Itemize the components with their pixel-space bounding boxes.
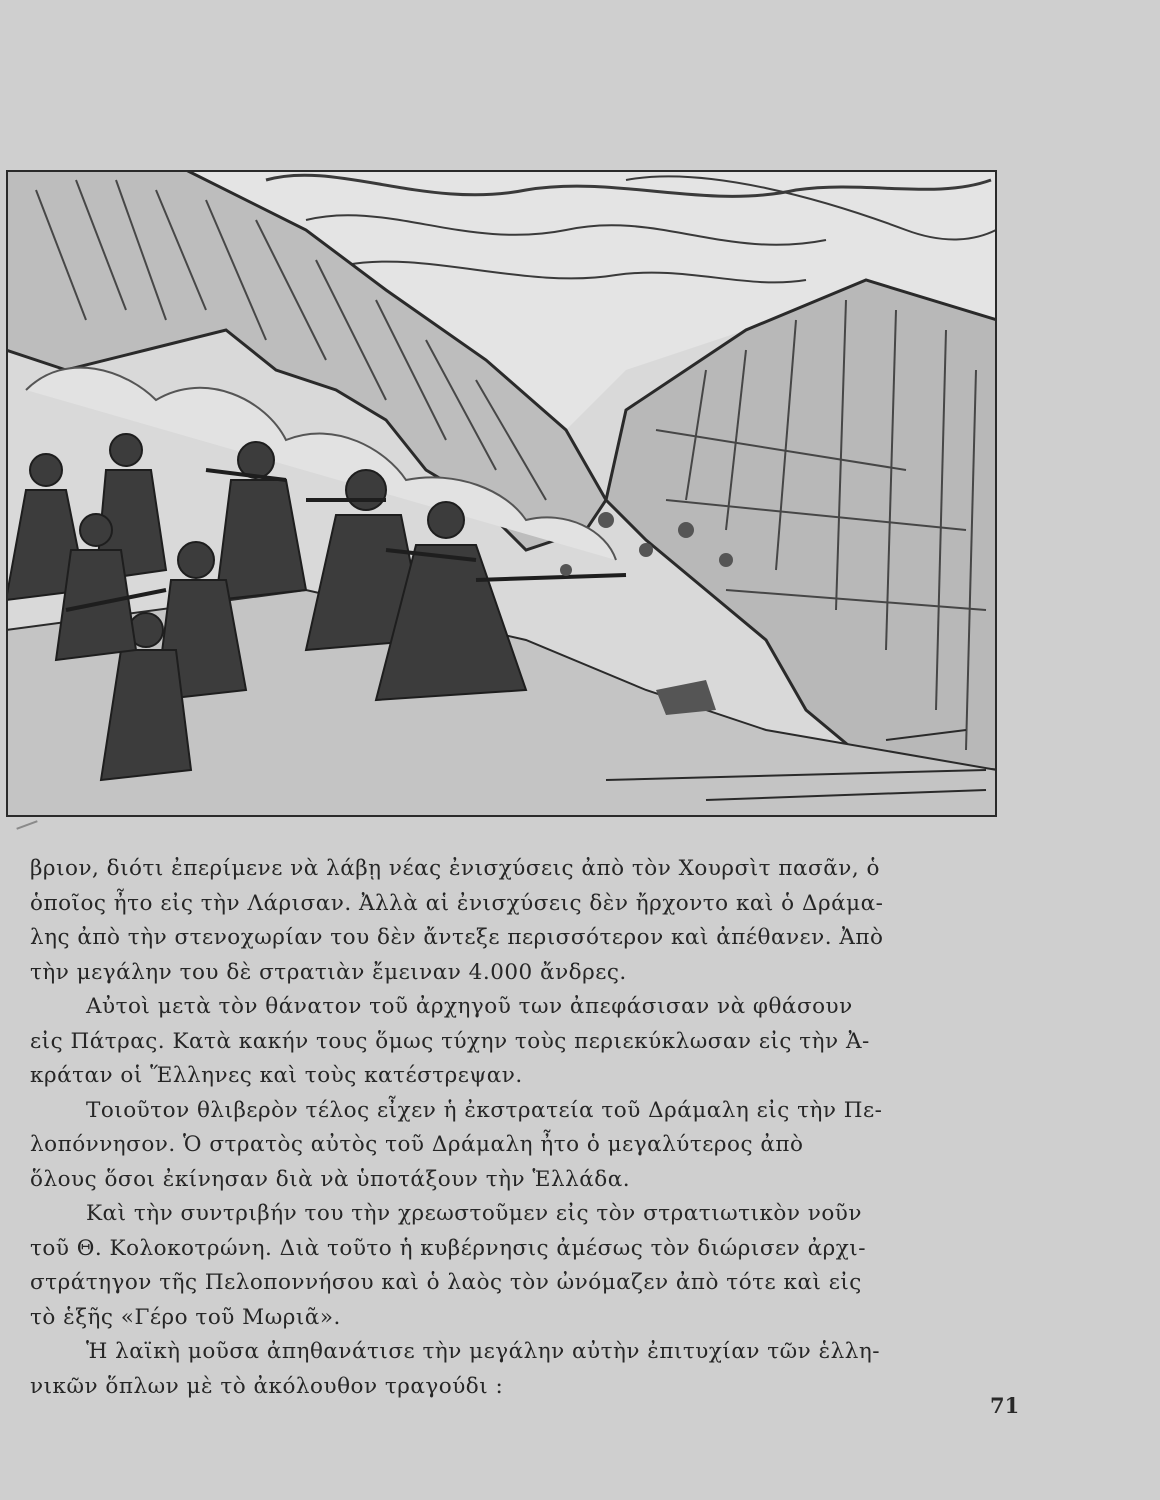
text-line: στράτηγον τῆς Πελοποννήσου καὶ ὁ λαὸς τὸν ὠνόμαζεν ἀπὸ τότε καὶ εἰς: [30, 1270, 862, 1295]
text-line: τὸ ἑξῆς «Γέρο τοῦ Μωριᾶ».: [30, 1304, 341, 1330]
battle-scene-illustration-icon: [6, 170, 997, 817]
paragraph-2: [30, 990, 1026, 1094]
paragraph-5: [30, 1335, 1026, 1404]
text-line: βριον, διότι ἐπερίμενε νὰ λάβῃ νέας ἐνισχύσεις ἀπὸ τὸν Χουρσὶτ πασᾶν, ὁ: [30, 856, 880, 881]
text-line: ὅλους ὅσοι ἐκίνησαν διὰ νὰ ὑποτάξουν τὴν Ἑλλάδα.: [30, 1166, 631, 1192]
paragraph-4: [30, 1197, 1026, 1335]
margin-mark: [16, 820, 37, 829]
text-line: Αὐτοὶ μετὰ τὸν θάνατον τοῦ ἀρχηγοῦ των ἀπεφάσισαν νὰ φθάσουν: [86, 994, 853, 1019]
text-line: νικῶν ὅπλων μὲ τὸ ἀκόλουθον τραγούδι :: [30, 1373, 504, 1399]
text-line: τὴν μεγάλην του δὲ στρατιὰν ἔμειναν 4.000 ἄνδρες.: [30, 959, 627, 985]
text-line: Καὶ τὴν συντριβήν του τὴν χρεωστοῦμεν εἰς τὸν στρατιωτικὸν νοῦν: [86, 1201, 862, 1226]
text-line: λοπόννησον. Ὁ στρατὸς αὐτὸς τοῦ Δράμαλη ἦτο ὁ μεγαλύτερος ἀπὸ: [30, 1132, 804, 1157]
battle-illustration: [6, 170, 997, 817]
paragraph-3: [30, 1094, 1026, 1198]
paragraph-1: [30, 852, 1026, 990]
text-line: Ἡ λαϊκὴ μοῦσα ἀπηθανάτισε τὴν μεγάλην αὐτὴν ἐπιτυχίαν τῶν ἑλλη-: [86, 1339, 881, 1364]
page-number: 71: [990, 1393, 1020, 1418]
text-line: λης ἀπὸ τὴν στενοχωρίαν του δὲν ἄντεξε περισσότερον καὶ ἀπέθανεν. Ἀπὸ: [30, 925, 884, 950]
text-line: Τοιοῦτον θλιβερὸν τέλος εἶχεν ἡ ἐκστρατεία τοῦ Δράμαλη εἰς τὴν Πε-: [86, 1097, 883, 1123]
text-line: κράταν οἱ Ἕλληνες καὶ τοὺς κατέστρεψαν.: [30, 1063, 523, 1088]
text-line: τοῦ Θ. Κολοκοτρώνη. Διὰ τοῦτο ἡ κυβέρνησις ἀμέσως τὸν διώρισεν ἀρχι-: [30, 1235, 866, 1261]
text-line: εἰς Πάτρας. Κατὰ κακήν τους ὅμως τύχην τοὺς περιεκύκλωσαν εἰς τὴν Ἀ-: [30, 1028, 870, 1054]
text-line: ὁποῖος ἦτο εἰς τὴν Λάρισαν. Ἀλλὰ αἱ ἐνισχύσεις δὲν ἤρχοντο καὶ ὁ Δράμα-: [30, 890, 884, 916]
body-text: [30, 852, 1026, 1404]
